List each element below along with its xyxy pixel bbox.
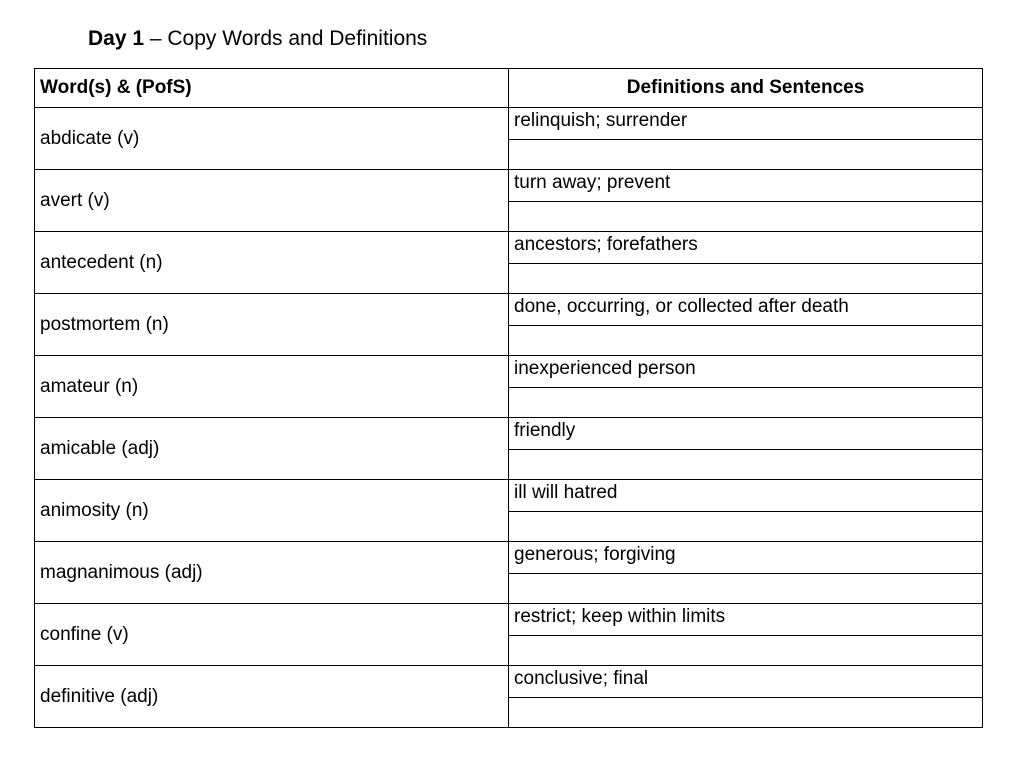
sentence-cell	[509, 698, 983, 728]
sentence-cell	[509, 512, 983, 542]
table-row	[35, 666, 983, 698]
word-cell: confine (v)	[35, 604, 509, 666]
sentence-cell	[509, 264, 983, 294]
vocabulary-table	[34, 68, 983, 728]
word-cell: postmortem (n)	[35, 294, 509, 356]
sentence-cell	[509, 450, 983, 480]
table-row	[35, 232, 983, 264]
definition-cell: inexperienced person	[509, 356, 983, 388]
sentence-cell	[509, 388, 983, 418]
definition-cell: ill will hatred	[509, 480, 983, 512]
table-row	[35, 542, 983, 574]
sentence-cell	[509, 326, 983, 356]
table-row	[35, 604, 983, 636]
word-cell: avert (v)	[35, 170, 509, 232]
header-word-column: Word(s) & (PofS)	[35, 69, 509, 108]
word-cell: definitive (adj)	[35, 666, 509, 728]
table-row	[35, 480, 983, 512]
word-cell: animosity (n)	[35, 480, 509, 542]
word-cell: amicable (adj)	[35, 418, 509, 480]
table-body	[35, 108, 983, 728]
table-row	[35, 356, 983, 388]
table-row	[35, 418, 983, 450]
definition-cell: relinquish; surrender	[509, 108, 983, 140]
page-title	[88, 25, 427, 53]
definition-cell: restrict; keep within limits	[509, 604, 983, 636]
sentence-cell	[509, 636, 983, 666]
definition-cell: generous; forgiving	[509, 542, 983, 574]
definition-cell: done, occurring, or collected after death	[509, 294, 983, 326]
definition-cell: conclusive; final	[509, 666, 983, 698]
definition-cell: turn away; prevent	[509, 170, 983, 202]
sentence-cell	[509, 202, 983, 232]
word-cell: magnanimous (adj)	[35, 542, 509, 604]
sentence-cell	[509, 140, 983, 170]
title-text: – Copy Words and Definitions	[144, 27, 428, 50]
sentence-cell	[509, 574, 983, 604]
word-cell: antecedent (n)	[35, 232, 509, 294]
table-row	[35, 170, 983, 202]
title-day: Day 1	[88, 27, 145, 50]
word-cell: amateur (n)	[35, 356, 509, 418]
table-row	[35, 108, 983, 140]
header-definition-column: Definitions and Sentences	[509, 69, 983, 108]
table-header-row	[35, 69, 983, 108]
word-cell: abdicate (v)	[35, 108, 509, 170]
definition-cell: ancestors; forefathers	[509, 232, 983, 264]
definition-cell: friendly	[509, 418, 983, 450]
table-row	[35, 294, 983, 326]
